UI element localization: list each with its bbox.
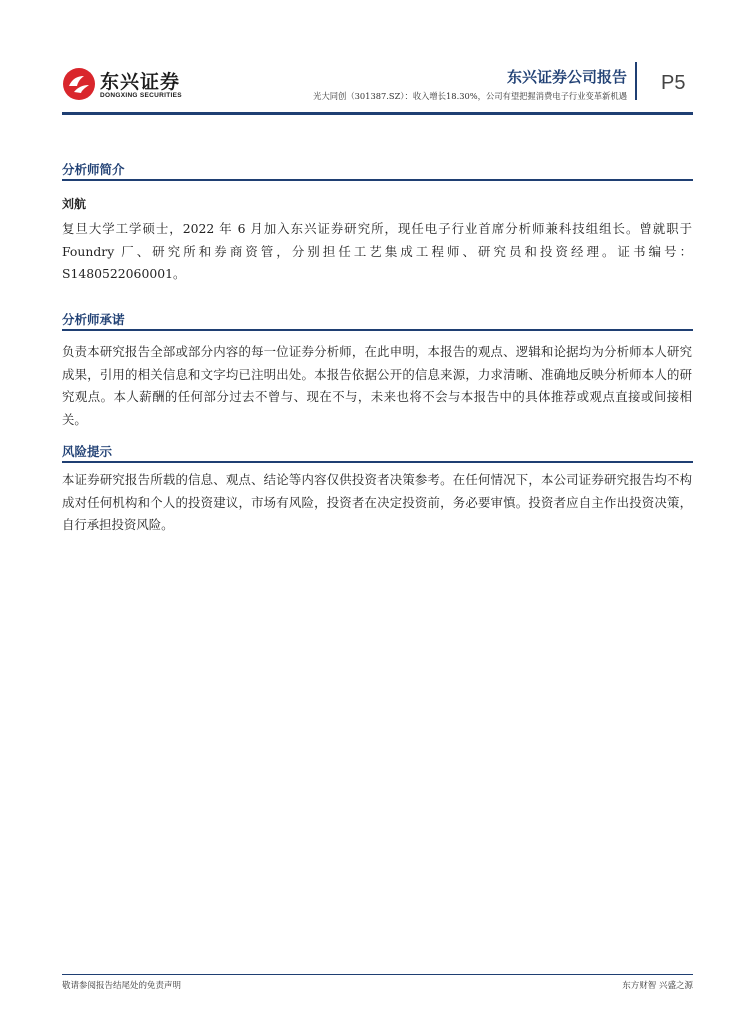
section-title-risk: 风险提示	[62, 444, 113, 459]
company-logo	[62, 65, 192, 105]
section-rule-analyst-intro	[62, 179, 693, 181]
section-title-analyst-commitment: 分析师承诺	[62, 312, 125, 327]
footer-slogan: 东方财智 兴盛之源	[622, 981, 693, 991]
page-number: P5	[661, 72, 686, 94]
analyst-intro-body: 复旦大学工学硕士，2022 年 6 月加入东兴证券研究所，现任电子行业首席分析师兼科技组组长。曾就职于 Foundry 厂、研究所和券商资管，分别担任工艺集成工程师、研究员和投资经理。证书编号：S1480522060001。	[62, 221, 692, 281]
header-divider	[635, 62, 637, 100]
dongxing-logo-icon	[62, 67, 96, 101]
page-header	[62, 60, 693, 115]
report-subtitle: 光大同创（301387.SZ）：收入增长18.30%，公司有望把握消费电子行业变革新机遇	[313, 91, 627, 101]
risk-body: 本证券研究报告所载的信息、观点、结论等内容仅供投资者决策参考。在任何情况下，本公司证券研究报告均不构成对任何机构和个人的投资建议，市场有风险，投资者在决定投资前，务必要审慎。投资者应自主作出投资决策，自行承担投资风险。	[62, 472, 692, 532]
header-rule	[62, 112, 693, 115]
logo-cn-text: 东兴证券	[100, 71, 181, 93]
footer-rule	[62, 974, 693, 975]
section-title-analyst-intro: 分析师简介	[62, 162, 125, 177]
logo-en-text: DONGXING SECURITIES	[100, 92, 182, 99]
report-org-title: 东兴证券公司报告	[506, 68, 627, 86]
analyst-commitment-body: 负责本研究报告全部或部分内容的每一位证券分析师，在此申明，本报告的观点、逻辑和论据均为分析师本人研究成果，引用的相关信息和文字均已注明出处。本报告依据公开的信息来源，力求清晰、准确地反映分析师本人的研究观点。本人薪酬的任何部分过去不曾与、现在不与，未来也将不会与本报告中的具体推荐或观点直接或间接相关。	[62, 344, 692, 427]
section-rule-analyst-commitment	[62, 329, 693, 331]
section-rule-risk	[62, 461, 693, 463]
analyst-name: 刘航	[62, 197, 87, 211]
footer-disclaimer-note: 敬请参阅报告结尾处的免责声明	[62, 981, 182, 991]
